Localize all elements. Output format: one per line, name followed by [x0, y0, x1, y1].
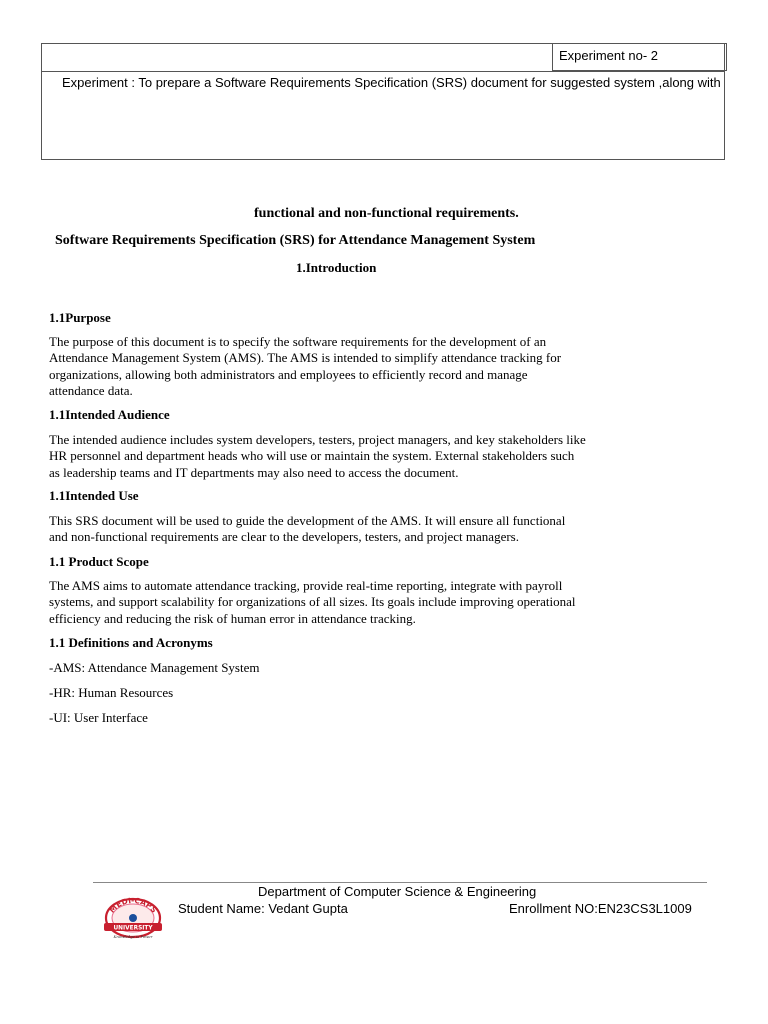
text-line: systems, and support scalability for organizations of all sizes. Its goals include improving operational: [49, 594, 576, 610]
text-line: HR personnel and department heads who will use or maintain the system. External stakeholders such: [49, 448, 575, 464]
section-heading-use: 1.1Intended Use: [49, 488, 139, 503]
section-text-use: [49, 513, 649, 546]
enrollment-number: Enrollment NO:EN23CS3L1009: [509, 901, 692, 916]
experiment-number: Experiment no- 2: [552, 43, 727, 71]
logo-tagline: Knowledge is Power: [113, 934, 153, 939]
section-heading-audience: 1.1Intended Audience: [49, 407, 170, 422]
definition-item: -HR: Human Resources: [49, 685, 174, 700]
text-line: The AMS aims to automate attendance tracking, provide real-time reporting, integrate with payroll: [49, 578, 563, 593]
text-line: This SRS document will be used to guide the development of the AMS. It will ensure all functional: [49, 513, 566, 528]
logo-text-band: UNIVERSITY: [113, 925, 153, 932]
text-line: and non-functional requirements are clear to the developers, testers, and project managers.: [49, 529, 519, 545]
document-title: Software Requirements Specification (SRS) for Attendance Management System: [55, 233, 536, 248]
text-line: Attendance Management System (AMS). The AMS is intended to simplify attendance tracking for: [49, 350, 562, 366]
text-line: efficiency and reducing the risk of human error in attendance tracking.: [49, 610, 416, 626]
text-line: as leadership teams and IT departments may also need to access the document.: [49, 464, 459, 480]
section-text-purpose: [49, 334, 649, 399]
footer-rule: [93, 882, 707, 883]
section-heading-purpose: 1.1Purpose: [49, 310, 111, 325]
department-name: Department of Computer Science & Engineering: [258, 884, 537, 899]
section-text-scope: [49, 578, 649, 627]
section-heading-definitions: 1.1 Definitions and Acronyms: [49, 635, 213, 650]
header-divider: [42, 71, 725, 72]
definition-item: -UI: User Interface: [49, 710, 148, 725]
experiment-title: Experiment : To prepare a Software Requirements Specification (SRS) document for suggested system ,along with: [62, 75, 721, 90]
text-line: attendance data.: [49, 382, 133, 398]
title-continuation: functional and non-functional requirements.: [254, 206, 519, 221]
text-line: The intended audience includes system developers, testers, project managers, and key stakeholders like: [49, 432, 586, 447]
university-logo: [98, 893, 168, 941]
experiment-header-box: [41, 43, 725, 160]
introduction-heading: 1.Introduction: [296, 260, 377, 275]
text-line: organizations, allowing both administrators and employees to efficiently record and manage: [49, 366, 528, 382]
text-line: The purpose of this document is to specify the software requirements for the development of an: [49, 334, 547, 349]
section-heading-scope: 1.1 Product Scope: [49, 554, 149, 569]
section-text-audience: [49, 432, 649, 481]
logo-text-top: MEDI-CAPS: [107, 895, 159, 915]
student-name: Student Name: Vedant Gupta: [178, 901, 348, 916]
definition-item: -AMS: Attendance Management System: [49, 660, 260, 675]
